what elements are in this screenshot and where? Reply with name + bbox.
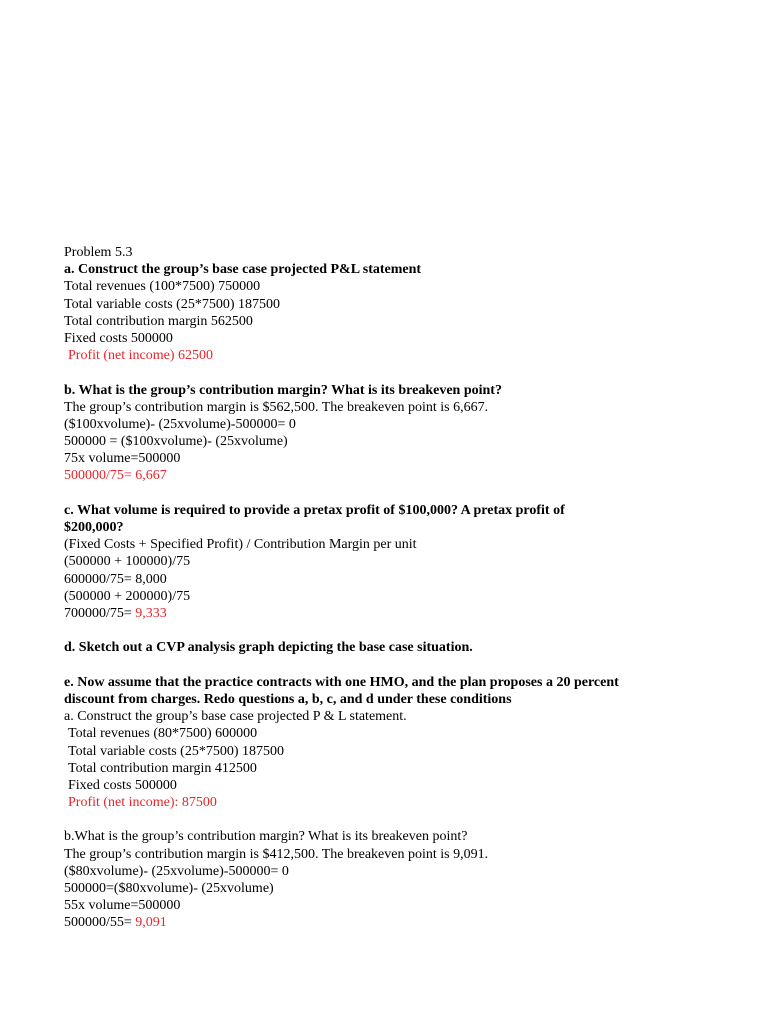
part-a-line: Total contribution margin 562500 xyxy=(64,313,253,329)
part-c-result xyxy=(64,605,624,622)
spacer xyxy=(64,811,624,828)
spacer xyxy=(64,657,624,674)
part-e-b-line: 55x volume=500000 xyxy=(64,898,181,914)
document-body xyxy=(64,244,624,932)
part-e-b-question: b.What is the group’s contribution margin? What is its breakeven point? xyxy=(64,829,468,845)
part-c-line: (500000 + 200000)/75 xyxy=(64,588,191,604)
part-e-a-line: Fixed costs 500000 xyxy=(68,777,177,793)
part-e-b-line: The group’s contribution margin is $412,500. The breakeven point is 9,091. xyxy=(64,846,489,862)
part-e-b-result-value: 9,091 xyxy=(135,915,167,931)
part-a-profit: Profit (net income) 62500 xyxy=(68,348,214,364)
part-e-question: e. Now assume that the practice contracts with one HMO, and the plan proposes a 20 percent discount from charges. Redo questions a, b, c, and d under these conditions xyxy=(64,674,619,707)
part-a-line: Total revenues (100*7500) 750000 xyxy=(64,279,261,295)
part-b-line: The group’s contribution margin is $562,500. The breakeven point is 6,667. xyxy=(64,399,489,415)
problem-title: Problem 5.3 xyxy=(64,245,133,260)
part-d-question: d. Sketch out a CVP analysis graph depicting the base case situation. xyxy=(64,640,473,656)
part-b-line: 500000 = ($100xvolume)- (25xvolume) xyxy=(64,434,288,450)
part-c-result-value: 9,333 xyxy=(135,605,167,621)
part-e-b-line: ($80xvolume)- (25xvolume)-500000= 0 xyxy=(64,863,289,879)
part-a-line: Total variable costs (25*7500) 187500 xyxy=(64,296,280,312)
part-a-line: Fixed costs 500000 xyxy=(64,330,173,346)
part-c-result-prefix: 700000/75= xyxy=(64,605,136,621)
spacer xyxy=(64,622,624,639)
part-b-result: 500000/75= 6,667 xyxy=(64,468,167,484)
part-b-line: ($100xvolume)- (25xvolume)-500000= 0 xyxy=(64,416,296,432)
part-e-b-line: 500000=($80xvolume)- (25xvolume) xyxy=(64,881,274,896)
part-e-a-question: a. Construct the group’s base case projected P & L statement. xyxy=(64,709,407,725)
part-c-line: (Fixed Costs + Specified Profit) / Contribution Margin per unit xyxy=(64,537,417,553)
part-a-question: a. Construct the group’s base case projected P&L statement xyxy=(64,262,422,278)
part-e-a-line: Total variable costs (25*7500) 187500 xyxy=(68,743,284,759)
part-e-a-line: Total revenues (80*7500) 600000 xyxy=(68,726,258,742)
part-e-b-result xyxy=(64,914,624,931)
part-c-line: 600000/75= 8,000 xyxy=(64,571,167,587)
part-c-question: c. What volume is required to provide a pretax profit of $100,000? A pretax profit of $200,000? xyxy=(64,502,565,536)
part-e-b-result-prefix: 500000/55= xyxy=(64,915,136,931)
part-e-a-line: Total contribution margin 412500 xyxy=(68,760,257,776)
part-b-line: 75x volume=500000 xyxy=(64,451,181,467)
part-e-a-profit: Profit (net income): 87500 xyxy=(68,795,217,811)
spacer xyxy=(64,364,624,381)
part-b-question: b. What is the group’s contribution margin? What is its breakeven point? xyxy=(64,382,502,398)
part-c-line: (500000 + 100000)/75 xyxy=(64,554,191,570)
spacer xyxy=(64,485,624,502)
